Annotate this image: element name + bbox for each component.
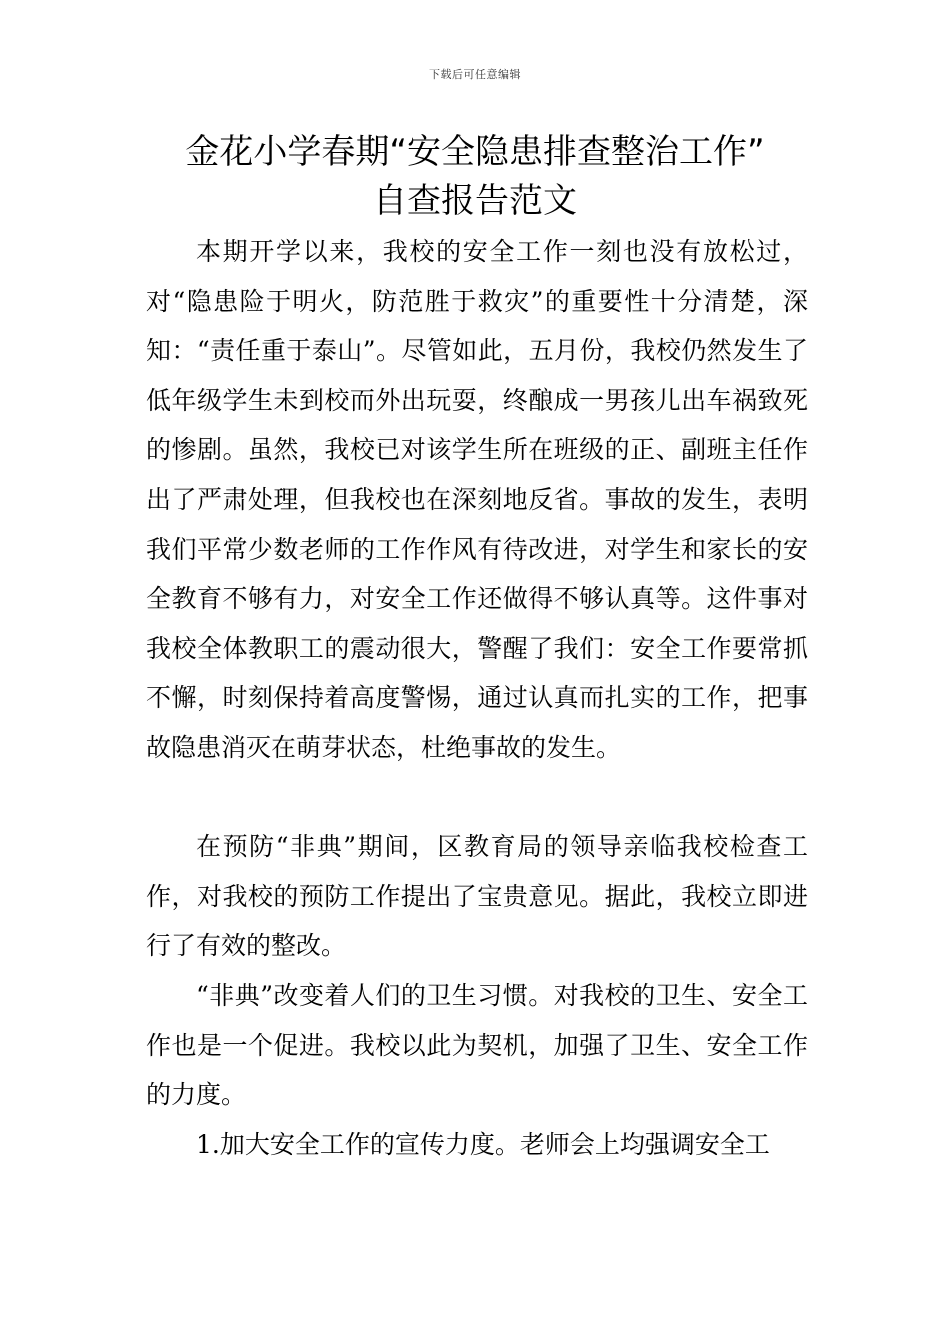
paragraph-1: 本期开学以来，我校的安全工作一刻也没有放松过，对“隐患险于明火，防范胜于救灾”的重要性十分清楚，深知：“责任重于泰山”。尽管如此，五月份，我校仍然发生了低年级学生未到校而外出玩耍，终酿成一男孩儿出车祸致死的惨剧。虽然，我校已对该学生所在班级的正、副班主任作出了严肃处理，但我校也在深刻地反省。事故的发生，表明我们平常少数老师的工作作风有待改进，对学生和家长的安全教育不够有力，对安全工作还做得不够认真等。这件事对我校全体教职工的震动很大，警醒了我们：安全工作要常抓不懈，时刻保持着高度警惕，通过认真而扎实的工作，把事故隐患消灭在萌芽状态，杜绝事故的发生。 [146,237,808,762]
document-title [120,128,830,226]
paragraph-3: “非典”改变着人们的卫生习惯。对我校的卫生、安全工作也是一个促进。我校以此为契机，加强了卫生、安全工作的力度。 [146,980,808,1110]
title-line-1: 金花小学春期“安全隐患排查整治工作” [185,132,765,172]
document-body [146,227,808,1169]
header-note: 下载后可任意编辑 [429,68,521,81]
paragraph-2: 在预防“非典”期间，区教育局的领导亲临我校检查工作，对我校的预防工作提出了宝贵意见。据此，我校立即进行了有效的整改。 [146,832,808,961]
title-line-2: 自查报告范文 [373,181,577,221]
paragraph-4: 1.加大安全工作的宣传力度。老师会上均强调安全工 [196,1129,770,1159]
